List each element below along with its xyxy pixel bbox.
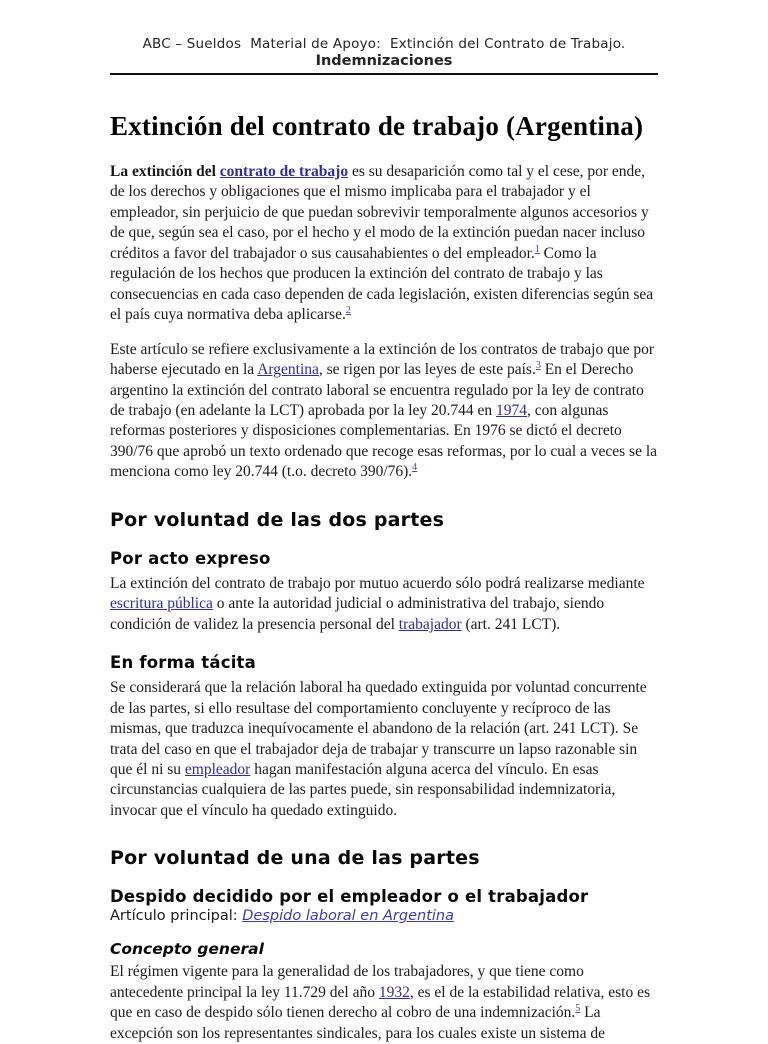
- footnote-ref-2-wrap: [346, 305, 351, 316]
- footnote-ref-3[interactable]: 3: [535, 359, 541, 371]
- minor-heading-concepto-general: Concepto general: [110, 940, 264, 959]
- text-run: , se rigen por las leyes de este país.: [318, 361, 536, 379]
- hatnote: [110, 908, 658, 924]
- header-rule: [110, 73, 658, 75]
- text-run: La extinción del contrato de trabajo por mutuo acuerdo sólo podrá realizarse mediante: [110, 574, 645, 592]
- link-1974[interactable]: 1974: [496, 401, 528, 419]
- text-run: El régimen vigente para la generalidad de los trabajadores, y que tiene como antecedente principal la ley 11.729 del año: [110, 963, 584, 1001]
- link-trabajador[interactable]: trabajador: [398, 615, 462, 633]
- paragraph-forma-tacita: [110, 678, 658, 821]
- text-run: o ante la autoridad judicial o administrativa del trabajo, siendo condición de validez la presencia personal del: [110, 595, 605, 633]
- hatnote-label: Artículo principal:: [110, 908, 243, 925]
- text-run: (art. 241 LCT).: [461, 615, 561, 633]
- text-run: La excepción son los representantes sindicales, para los cuales existe un sistema de: [110, 1004, 605, 1042]
- text-run: Como la regulación de los hechos que producen la extinción del contrato de trabajo y las consecuencias en cada caso dependen de cada legislación, existen diferencias según sea el país cuya normativa deba aplicarse.: [110, 244, 654, 324]
- page-title: Extinción del contrato de trabajo (Argentina): [110, 111, 644, 141]
- section-heading-una-parte: Por voluntad de una de las partes: [110, 847, 480, 870]
- header-line-1: ABC – Sueldos Material de Apoyo: Extinción del Contrato de Trabajo.: [142, 36, 626, 52]
- paragraph-concepto-general: [110, 962, 658, 1044]
- subsection-heading-forma-tacita: En forma tácita: [110, 653, 256, 673]
- text-run: Se considerará que la relación laboral ha quedado extinguida por voluntad concurrente de las partes, si ello resultase del comportamiento concluyente y recíproco de las mismas, que traduzca inequívocamente el abandono de la relación (art. 241 LCT). Se trata del caso en que el trabajador deja de trabajar y transcurre un lapso razonable sin que él ni su: [110, 679, 647, 778]
- footnote-ref-4-wrap: [412, 462, 417, 473]
- section-heading-dos-partes: Por voluntad de las dos partes: [110, 508, 445, 531]
- running-header: [110, 36, 658, 75]
- link-escritura-publica[interactable]: escritura pública: [110, 595, 213, 613]
- link-argentina[interactable]: Argentina: [257, 361, 319, 379]
- footnote-ref-1[interactable]: 1: [534, 243, 540, 255]
- text-run: , es el de la estabilidad relativa, esto es que en caso de despido sólo tienen derecho al cobro de una indemnización.: [110, 983, 651, 1022]
- text-run: En el Derecho argentino la extinción del contrato laboral se encuentra regulado por la ley de contrato de trabajo (en adelante la LCT) aprobada por la ley 20.744 en: [110, 361, 644, 419]
- text-run: Este artículo se refiere exclusivamente a la extinción de los contratos de trabajo que por haberse ejecutado en la: [110, 340, 655, 379]
- link-empleador[interactable]: empleador: [184, 760, 251, 778]
- subsection-heading-acto-expreso: Por acto expreso: [110, 548, 271, 568]
- link-contrato-de-trabajo[interactable]: contrato de trabajo: [219, 163, 349, 180]
- subsection-heading-despido: Despido decidido por el empleador o el trabajador: [110, 887, 589, 907]
- text-run: es su desaparición como tal y el cese, por ende, de los derechos y obligaciones que el mismo implicaba para el trabajador y el empleador, sin perjuicio de que puedan sobrevivir temporalmente algunos accesorios y de que, según sea el caso, por el hecho y el modo de la extinción puedan nacer incluso créditos a favor del trabajador o sus causahabientes o del empleador.: [110, 163, 649, 262]
- header-line-2: Indemnizaciones: [315, 53, 453, 69]
- paragraph-acto-expreso: [110, 574, 658, 635]
- text-run: hagan manifestación alguna acerca del vínculo. En esas circunstancias cualquiera de las partes puede, sin responsabilidad indemnizatoria, invocar que el vínculo ha quedado extinguido.: [110, 760, 616, 819]
- footnote-ref-2[interactable]: 2: [345, 305, 351, 317]
- footnote-ref-5[interactable]: 5: [575, 1003, 581, 1015]
- link-despido-laboral-en-argentina[interactable]: Despido laboral en Argentina: [242, 908, 455, 925]
- text-run: , con algunas reformas posteriores y disposiciones complementarias. En 1976 se dictó el decreto 390/76 que aprobó un texto ordenado que recoge esas reformas, por lo cual a veces se la menciona como ley 20.744 (t.o. decreto 390/76).: [110, 401, 658, 481]
- footnote-ref-4[interactable]: 4: [412, 462, 418, 474]
- paragraph-intro-2: [110, 340, 658, 483]
- text-run: La extinción del: [110, 163, 220, 180]
- paragraph-intro-1: [110, 162, 658, 326]
- link-1932[interactable]: 1932: [378, 983, 410, 1001]
